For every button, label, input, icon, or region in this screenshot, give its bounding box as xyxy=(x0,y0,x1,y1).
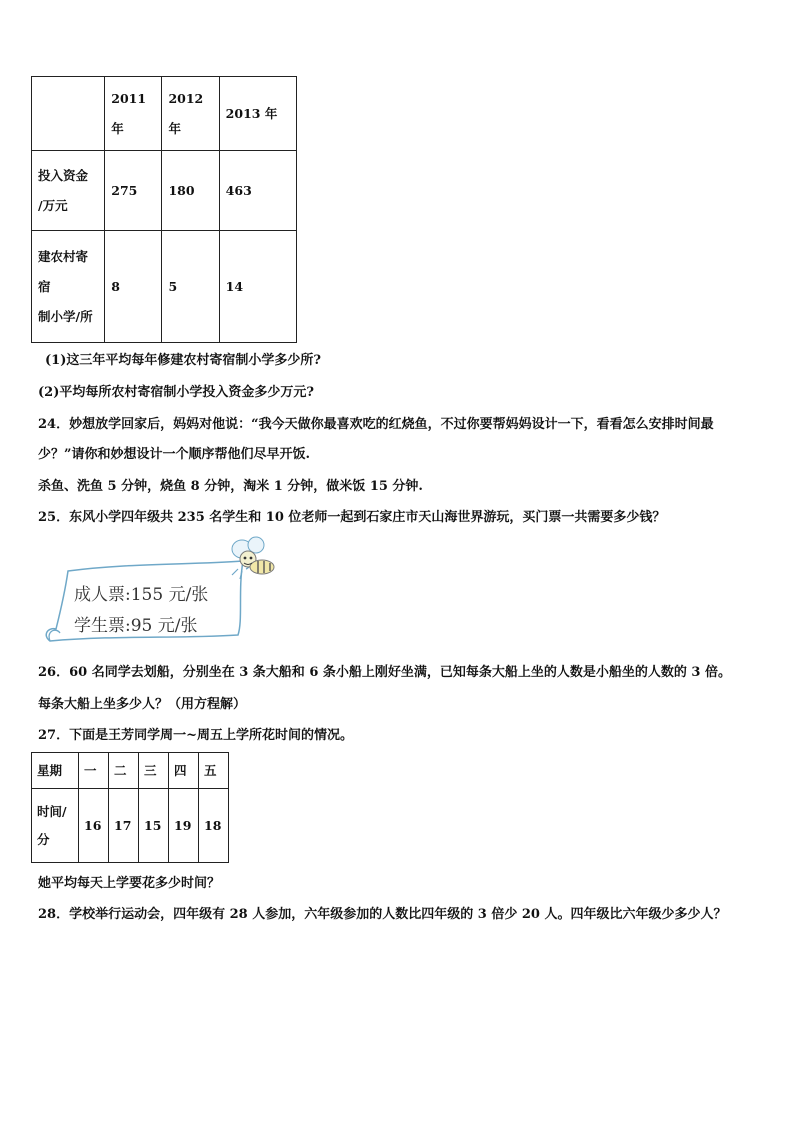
header-cell-tue: 二 xyxy=(109,753,139,789)
table-cell: 180 xyxy=(162,151,219,231)
commute-time-table xyxy=(31,752,229,863)
question-23-part1: (1)这三年平均每年修建农村寄宿制小学多少所? xyxy=(45,353,321,368)
header-cell-wed: 三 xyxy=(139,753,169,789)
table-row xyxy=(32,231,297,343)
adult-ticket-price: 成人票:155 元/张 xyxy=(74,585,209,605)
header-cell-thu: 四 xyxy=(169,753,199,789)
header-2011-line2: 年 xyxy=(111,120,124,136)
row-label-line: 建农村寄 xyxy=(38,248,89,264)
row-label-investment xyxy=(32,151,105,231)
question-27: 27．下面是王芳同学周一~周五上学所花时间的情况。 xyxy=(38,728,353,743)
ticket-price-sign xyxy=(38,535,288,645)
row-label-line: 投入资金 xyxy=(38,167,89,183)
table-cell: 19 xyxy=(169,789,199,863)
table-header-row xyxy=(32,753,229,789)
row-label-line: 制小学/所 xyxy=(38,308,93,324)
table-cell: 17 xyxy=(109,789,139,863)
row-label-line: /万元 xyxy=(38,197,68,213)
row-label-line: 时间/ xyxy=(37,803,67,819)
question-24-line1: 24．妙想放学回家后，妈妈对他说：“我今天做你最喜欢吃的红烧鱼，不过你要帮妈妈设计一下，看看怎么安排时间最 xyxy=(38,417,714,432)
table-cell: 15 xyxy=(139,789,169,863)
table-cell: 463 xyxy=(219,151,296,231)
student-ticket-price: 学生票:95 元/张 xyxy=(74,616,198,636)
table-cell: 5 xyxy=(162,231,219,343)
question-24-line2: 少？”请你和妙想设计一个顺序帮他们尽早开饭. xyxy=(38,447,311,462)
header-cell-fri: 五 xyxy=(199,753,229,789)
question-24-line3: 杀鱼、洗鱼 5 分钟，烧鱼 8 分钟，淘米 1 分钟，做米饭 15 分钟. xyxy=(38,479,423,494)
table-header-row xyxy=(32,77,297,151)
header-cell-mon: 一 xyxy=(79,753,109,789)
question-27-ask: 她平均每天上学要花多少时间？ xyxy=(38,876,221,891)
header-cell-weekday: 星期 xyxy=(32,753,79,789)
question-28: 28．学校举行运动会，四年级有 28 人参加，六年级参加的人数比四年级的 3 倍少 20 人。四年级比六年级少多少人？ xyxy=(38,907,727,922)
table-row xyxy=(32,151,297,231)
question-25: 25．东风小学四年级共 235 名学生和 10 位老师一起到石家庄市天山海世界游玩，买门票一共需要多少钱？ xyxy=(38,510,666,525)
row-label-line: 分 xyxy=(37,831,50,847)
header-2013: 2013 年 xyxy=(225,105,278,121)
table-cell: 8 xyxy=(105,231,162,343)
row-label-schools xyxy=(32,231,105,343)
row-label-line: 宿 xyxy=(38,278,51,294)
table-row xyxy=(32,789,229,863)
table-cell: 18 xyxy=(199,789,229,863)
header-cell-2013 xyxy=(219,77,296,151)
table-cell: 14 xyxy=(219,231,296,343)
header-2012-line1: 2012 xyxy=(168,90,204,106)
header-cell-2012 xyxy=(162,77,219,151)
bee-mascot-icon xyxy=(226,535,286,583)
row-label-time xyxy=(32,789,79,863)
table-cell: 275 xyxy=(105,151,162,231)
header-2012-line2: 年 xyxy=(168,120,181,136)
school-investment-table xyxy=(31,76,297,343)
header-cell-2011 xyxy=(105,77,162,151)
header-2011-line1: 2011 xyxy=(111,90,147,106)
table-corner-cell xyxy=(32,77,105,151)
question-23-part2: (2)平均每所农村寄宿制小学投入资金多少万元? xyxy=(38,385,314,400)
table-cell: 16 xyxy=(79,789,109,863)
question-26-line1: 26．60 名同学去划船，分别坐在 3 条大船和 6 条小船上刚好坐满，已知每条大船上坐的人数是小船坐的人数的 3 倍。 xyxy=(38,665,731,680)
question-26-line2: 每条大船上坐多少人？（用方程解） xyxy=(38,697,247,712)
